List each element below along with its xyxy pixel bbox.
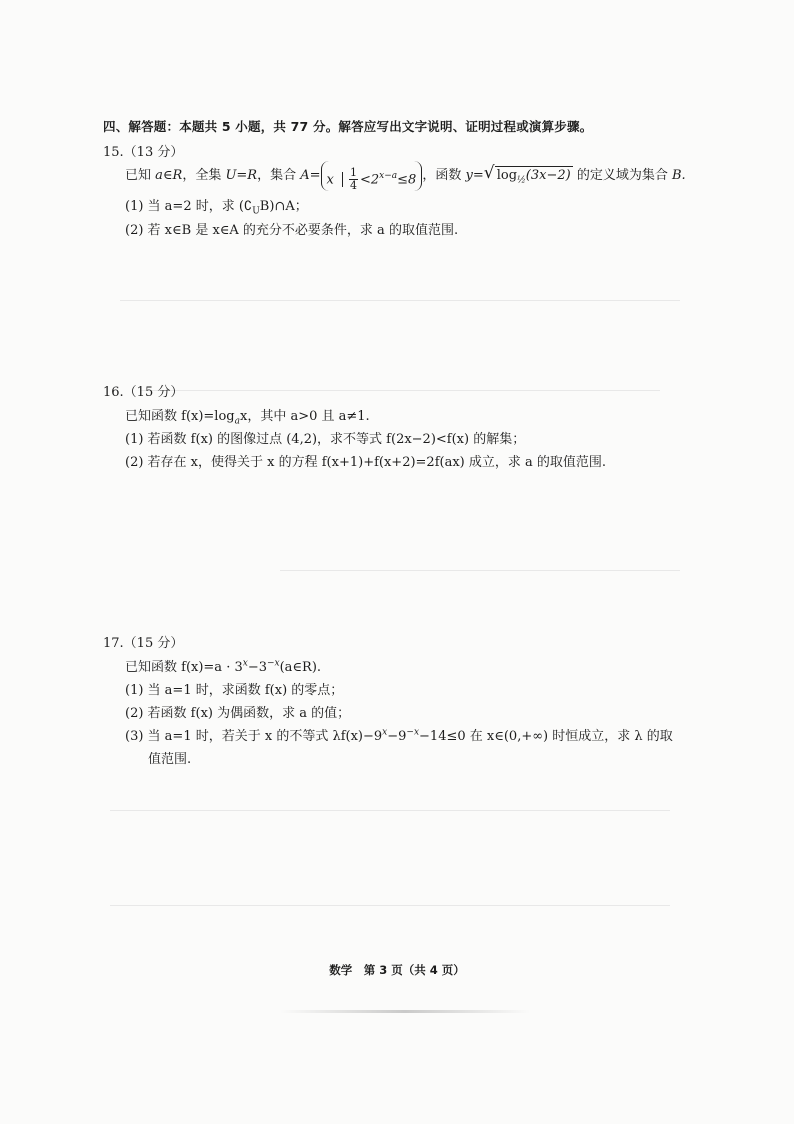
q15-stem-text: ，全集 <box>182 168 226 183</box>
q17-part2: (2) 若函数 f(x) 为偶函数，求 a 的值； <box>125 706 351 721</box>
q15-sqrt <box>486 160 573 197</box>
q15-stem-text: 已知 <box>125 168 156 183</box>
q17-exponent: −x <box>266 658 280 669</box>
q15-part1-tail: B)∩A； <box>259 199 308 214</box>
q17-part3 <box>125 725 673 744</box>
q17-number: 17.（15 分） <box>103 636 184 651</box>
q15-part2: (2) 若 x∈B 是 x∈A 的充分不必要条件，求 a 的取值范围. <box>125 223 459 238</box>
q15-var-a: a∈R <box>155 168 183 183</box>
page-footer: 数学 第 3 页（共 4 页） <box>329 963 465 977</box>
q15-log-arg: (3x−2) <box>525 168 571 183</box>
bleed-through-mark <box>110 810 670 811</box>
q15-part1 <box>125 195 308 217</box>
q15-func-y: y= <box>465 168 484 183</box>
q17-exponent: x <box>382 727 388 738</box>
q15-stem <box>125 160 686 192</box>
q15-set-a <box>321 161 423 191</box>
q15-set-b: B. <box>671 168 686 183</box>
q15-log-base: ½ <box>517 175 526 186</box>
q17-exponent: −x <box>406 727 420 738</box>
q15-frac-num: 1 <box>350 165 357 179</box>
q15-set-var: x <box>326 171 334 187</box>
q16-log-base: a <box>234 416 240 427</box>
q15-part1-text: (1) 当 a=2 时，求 (∁ <box>125 199 253 214</box>
q17-part3-text: −14≤0 在 x∈(0,+∞) 时恒成立，求 λ 的取 <box>419 729 673 744</box>
q15-ineq2: ≤8 <box>397 171 417 187</box>
q17-stem <box>125 656 321 675</box>
q15-number: 15.（13 分） <box>103 145 184 160</box>
scan-smudge <box>280 1010 530 1013</box>
q15-set-a-label: A= <box>300 168 321 183</box>
q15-stem-text: 的定义域为集合 <box>572 168 672 183</box>
q17-stem-text: 已知函数 f(x)=a · 3 <box>125 660 243 675</box>
q15-stem-text: ，函数 <box>422 168 466 183</box>
q15-ineq: <2 <box>360 171 380 187</box>
q17-part1: (1) 当 a=1 时，求函数 f(x) 的零点； <box>125 683 344 698</box>
q16-stem <box>125 405 370 427</box>
q15-fraction <box>349 167 358 192</box>
section-header: 四、解答题：本题共 5 小题，共 77 分。解答应写出文字说明、证明过程或演算步骤。 <box>103 119 593 134</box>
bleed-through-mark <box>110 905 670 906</box>
bleed-through-mark <box>280 570 680 571</box>
q15-stem-text: ，集合 <box>257 168 301 183</box>
q17-stem-tail: (a∈R). <box>279 660 322 675</box>
q16-part1: (1) 若函数 f(x) 的图像过点 (4,2)，求不等式 f(2x−2)<f(x) 的解集； <box>125 432 526 447</box>
q15-exponent: x−a <box>379 170 398 181</box>
q15-universal-set: U=R <box>225 168 258 183</box>
q15-part1-sub: U <box>252 206 260 217</box>
q16-number: 16.（15 分） <box>103 385 184 400</box>
q16-stem-tail: x，其中 a>0 且 a≠1. <box>240 409 370 424</box>
q17-part3-text: −9 <box>387 729 407 744</box>
q17-exponent: x <box>242 658 248 669</box>
q16-stem-text: 已知函数 f(x)=log <box>125 409 235 424</box>
q15-log: log <box>496 168 518 183</box>
q17-part3-text: (3) 当 a=1 时，若关于 x 的不等式 λf(x)−9 <box>125 729 383 744</box>
bleed-through-mark <box>140 390 660 391</box>
bleed-through-mark <box>120 300 680 301</box>
q15-frac-den: 4 <box>350 178 357 192</box>
q17-stem-mid: −3 <box>247 660 267 675</box>
q17-part3-continued: 值范围. <box>148 752 192 767</box>
q16-part2: (2) 若存在 x，使得关于 x 的方程 f(x+1)+f(x+2)=2f(ax) 成立，求 a 的取值范围. <box>125 455 607 470</box>
